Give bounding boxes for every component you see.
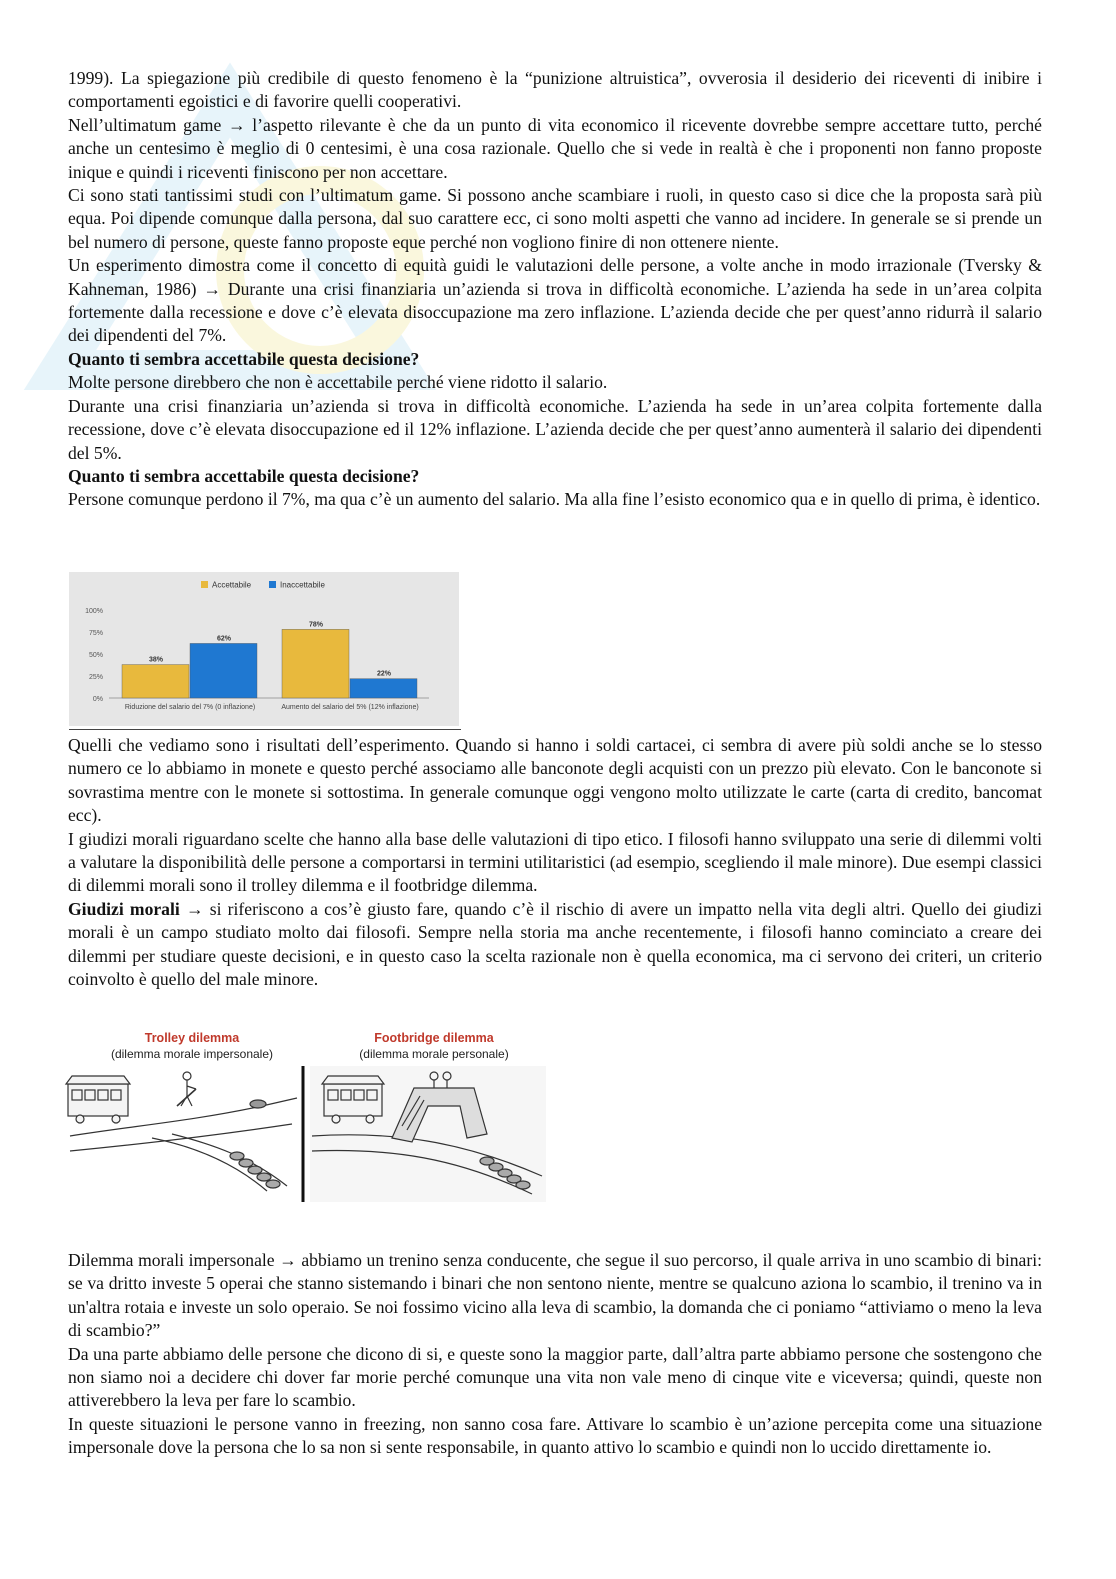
legend-label: Inaccettabile (280, 580, 325, 590)
paragraph: Quelli che vediamo sono i risultati dell’esperimento. Quando si hanno i soldi cartacei, ci sembra di avere più soldi anche se lo stesso numero ce lo abbiamo in monete e questo perché associamo alle banconote degli acquisti con un prezzo più elevato. Con le banconote si sovrastima mentre con le monete si sottostima. In generale comunque oggi vengono molto utilizzate le carte (carta di credito, bancomat ecc). (68, 735, 1042, 826)
trolley-subtitle: (dilemma morale impersonale) (110, 1047, 274, 1061)
paragraph: Persone comunque perdono il 7%, ma qua c’è un aumento del salario. Ma alla fine l’esisto economico qua e in quello di prima, è identico. (68, 489, 1041, 510)
footbridge-title: Footbridge dilemma (374, 1031, 494, 1045)
paragraph: I giudizi morali riguardano scelte che hanno alla base delle valutazioni di tipo etico. I filosofi hanno sviluppato una serie di dilemmi volti a valutare la disponibilità delle persone a comportarsi in termini utilitaristici (ad esempio, scegliendo il male minore). Due esempi classici di dilemmi morali sono il trolley dilemma e il footbridge dilemma. (68, 828, 1042, 896)
bar-chart-svg (69, 572, 459, 726)
y-tick-label: 75% (88, 630, 103, 637)
bar (282, 629, 349, 698)
category-label: Aumento del salario del 5% (12% inflazione) (281, 704, 419, 711)
giudizi-text: → si riferiscono a cos’è giusto fare, quando c’è il rischio di avere un impatto nella vita degli altri. Quello dei giudizi morali è un campo studiato molto dai filosofi. Sempre nella storia ma anche recentemente, i filosofi hanno cominciato a creare dei dilemmi per studiare queste decisioni, e in questo caso la scelta razionale non è quella economica, ma ci servono dei criteri, un criterio coinvolto è quello del male minore. (68, 898, 1043, 990)
question-heading: Quanto ti sembra accettabile questa decisione? (68, 348, 420, 369)
paragraph: Ci sono stati tantissimi studi con l’ultimatum game. Si possono anche scambiare i ruoli, in questo caso si dice che la proposta sarà più equa. Poi dipende comunque dalla persona, dal suo carattere ecc, ci sono molti aspetti che vanno ad incidere. In generale se si prende un bel numero di persone, queste fanno proposte eque perché non vogliono finire di non ottenere niente. (68, 185, 1042, 252)
y-tick-label: 50% (88, 652, 103, 659)
text-block-top (68, 67, 1042, 512)
bar-chart (69, 572, 459, 726)
bar (190, 643, 257, 698)
tram-icon (66, 1076, 130, 1123)
dilemma-drawings (62, 1026, 552, 1202)
legend-label: Accettabile (212, 580, 252, 590)
y-tick-label: 25% (88, 674, 103, 681)
lever-person-icon (177, 1072, 196, 1106)
paragraph: Molte persone direbbero che non è accettabile perché viene ridotto il salario. (68, 372, 608, 393)
bar (350, 679, 417, 698)
bar-value-label: 62% (216, 635, 232, 643)
paragraph: Durante una crisi finanziaria un’azienda si trova in difficoltà economiche. L’azienda ha sede in un’area colpita fortemente dalla recessione, dove c’è elevata disoccupazione ed il 12% inflazione. L’azienda decide che per quest’anno aumenterà il salario dei dipendenti del 5%. (68, 395, 1042, 463)
paragraph: Da una parte abbiamo delle persone che dicono di si, e queste sono la maggior parte, dall’altra parte abbiamo persone che sostengono che non siamo noi a decidere chi dover far morie perché comunque una vita non vale meno di cinque vite e viceversa; quindi, queste non attiverebbero la leva per fare lo scambio. (68, 1343, 1042, 1411)
bar-value-label: 38% (148, 656, 164, 664)
footbridge-scene (310, 1066, 546, 1202)
paragraph: In queste situazioni le persone vanno in freezing, non sanno cosa fare. Attivare lo scambio è un’azione percepita come una situazione impersonale dove la persona che lo sa non si sente responsabile, in quanto attivo lo scambio e quindi non lo uccido direttamente io. (68, 1413, 1042, 1458)
single-worker-icon (250, 1100, 266, 1108)
text-block-bottom (68, 1249, 1042, 1460)
legend-swatch (201, 581, 208, 588)
paragraph-giudizi (68, 898, 1042, 992)
text-block-mid (68, 734, 1042, 991)
bar (122, 665, 189, 698)
legend-swatch (269, 581, 276, 588)
chart-underline (69, 729, 461, 730)
paragraph: Nell’ultimatum game → l’aspetto rilevante è che da un punto di vita economico il ricevente dovrebbe sempre accettare tutto, perché anche un centesimo è meglio di 0 centesimi, è una cosa razionale. Quello che si vede in realtà è che i proponenti non fanno proposte inique e quindi i riceventi finiscono per non accettare. (68, 114, 1042, 182)
y-tick-label: 0% (92, 696, 103, 703)
bar-value-label: 78% (308, 621, 324, 629)
footbridge-subtitle: (dilemma morale personale) (359, 1047, 509, 1061)
category-label: Riduzione del salario del 7% (0 inflazione) (124, 704, 256, 711)
giudizi-label: Giudizi morali (68, 898, 180, 919)
paragraph: Un esperimento dimostra come il concetto di equità guidi le valutazioni delle persone, a volte anche in modo irrazionale (Tversky & Kahneman, 1986) → Durante una crisi finanziaria un’azienda si trova in difficoltà economiche. L’azienda ha sede in un’area colpita fortemente dalla recessione e dove c’è elevata disoccupazione ma zero inflazione. L’azienda decide che per quest’anno ridurrà il salario dei dipendenti del 7%. (68, 255, 1042, 346)
tram-icon (322, 1076, 384, 1123)
paragraph: 1999). La spiegazione più credibile di questo fenomeno è la “punizione altruistica”, ovverosia il desiderio dei riceventi di inibire i comportamenti egoistici e di favorire quelli cooperativi. (68, 68, 1042, 112)
trolley-scene (66, 1072, 297, 1191)
bar-value-label: 22% (376, 670, 392, 678)
trolley-title: Trolley dilemma (144, 1031, 240, 1045)
y-tick-label: 100% (85, 608, 103, 615)
paragraph: Dilemma morali impersonale → abbiamo un trenino senza conducente, che segue il suo percorso, il quale arriva in uno scambio di binari: se va dritto investe 5 operai che stanno sistemando i binari che non sentono niente, mentre se qualcuno aziona lo scambio, il trenino va in un'altra rotaia e investe un solo operaio. Se noi fossimo vicino alla leva di scambio, la domanda che ci poniamo “attiviamo o meno la leva di scambio?” (68, 1250, 1042, 1341)
question-heading: Quanto ti sembra accettabile questa decisione? (68, 465, 420, 486)
dilemma-figure (62, 1026, 552, 1202)
